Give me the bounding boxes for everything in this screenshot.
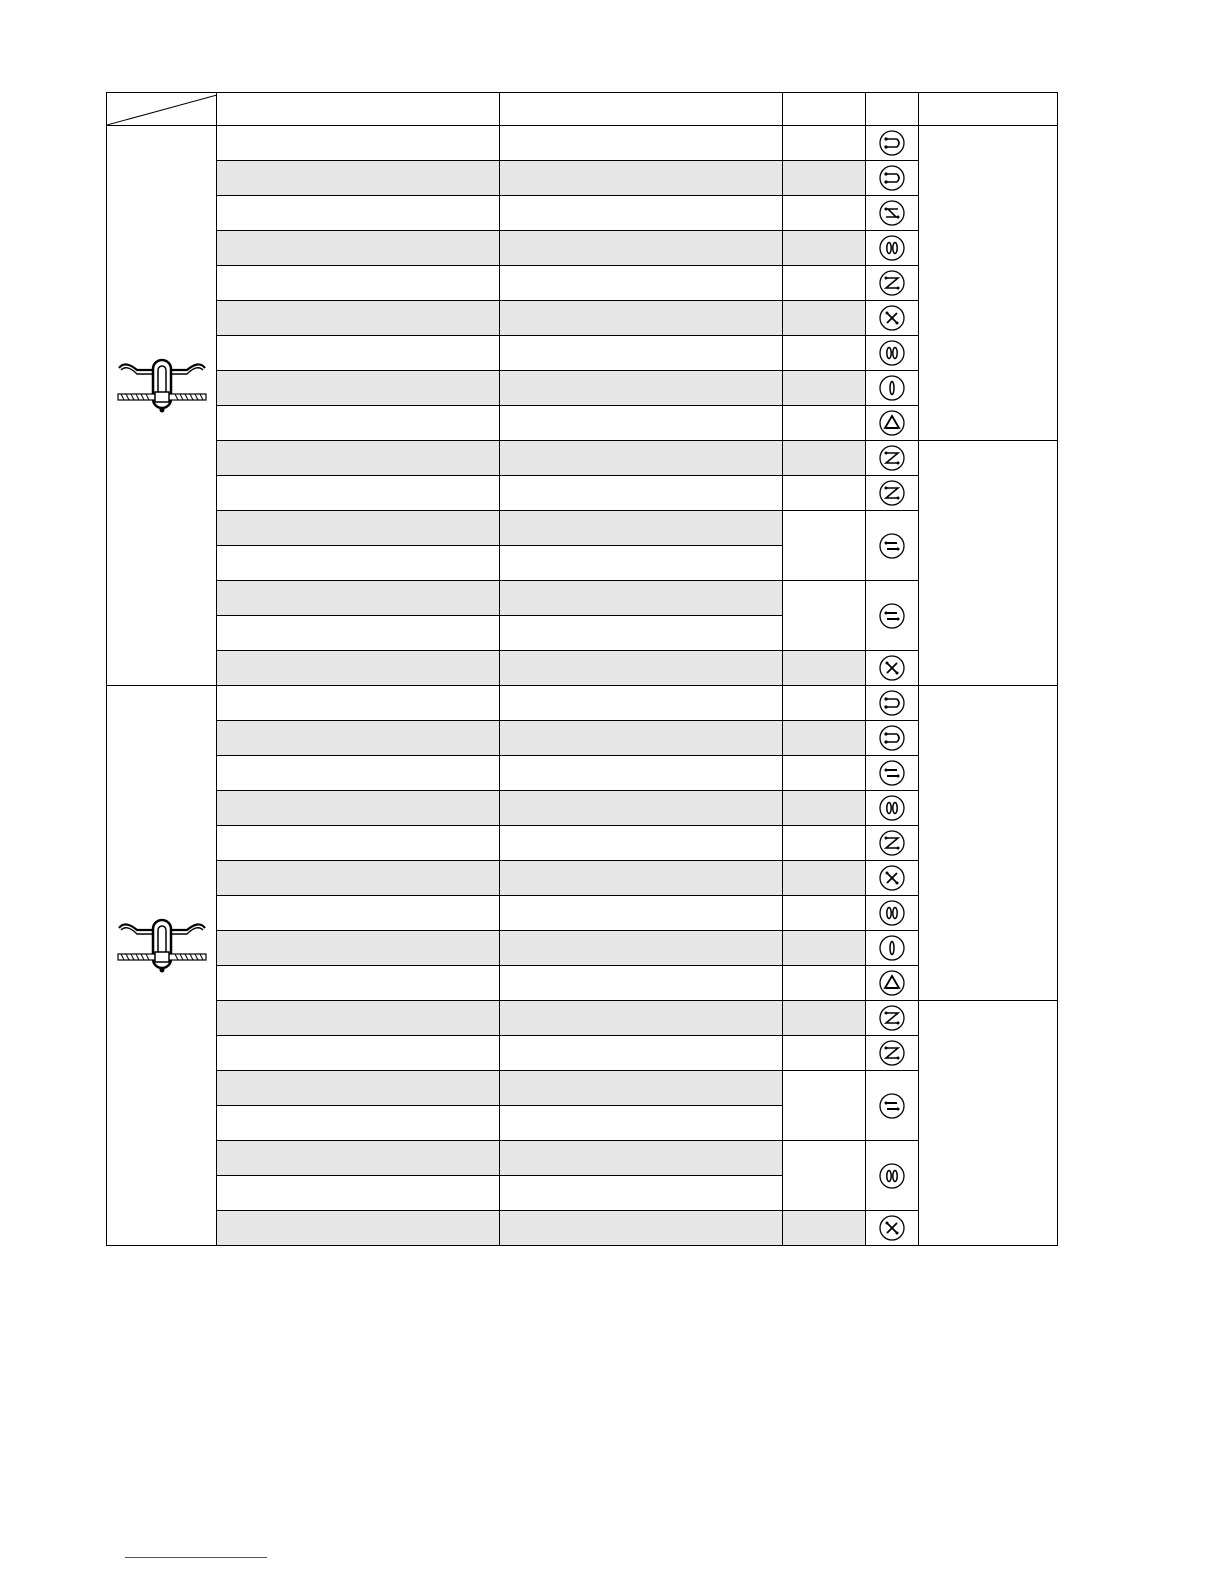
z-link-icon: [866, 830, 918, 856]
cell-col2: [500, 826, 783, 861]
cell-col2: [500, 1141, 783, 1176]
cell-col2: [500, 721, 783, 756]
parallel-link-icon: [866, 603, 918, 629]
single-link-icon: [866, 375, 918, 401]
table-row: [107, 1071, 1058, 1106]
x-link-icon: [866, 865, 918, 891]
icon-cell: [866, 581, 919, 651]
cell-col1: [217, 476, 500, 511]
cell-col3: [783, 371, 866, 406]
cell-col1: [217, 1211, 500, 1246]
cell-col3: [783, 1141, 866, 1211]
cell-col2: [500, 406, 783, 441]
table-row: [107, 301, 1058, 336]
table-row: [107, 196, 1058, 231]
cell-col3: [783, 266, 866, 301]
cell-col1: [217, 896, 500, 931]
icon-cell: [866, 371, 919, 406]
cell-col2: [500, 966, 783, 1001]
note-cell: [919, 126, 1058, 441]
table-row: [107, 266, 1058, 301]
icon-cell: [866, 511, 919, 581]
icon-cell: [866, 441, 919, 476]
figure-cell: [107, 686, 217, 1246]
cell-col1: [217, 1141, 500, 1176]
table-row: [107, 231, 1058, 266]
shackle-link-icon: [866, 165, 918, 191]
cell-col1: [217, 441, 500, 476]
cell-col1: [217, 616, 500, 651]
cell-col3: [783, 161, 866, 196]
icon-cell: [866, 1071, 919, 1141]
icon-cell: [866, 161, 919, 196]
clevis-eye-fitting-drawing: [117, 356, 207, 416]
parallel-link-icon: [866, 533, 918, 559]
cell-col3: [783, 721, 866, 756]
table-row: [107, 826, 1058, 861]
table-row: [107, 406, 1058, 441]
cell-col3: [783, 826, 866, 861]
table-row: [107, 931, 1058, 966]
cell-col1: [217, 161, 500, 196]
header-col-2: [500, 93, 783, 126]
cell-col2: [500, 546, 783, 581]
cell-col1: [217, 581, 500, 616]
table-row: [107, 126, 1058, 161]
double-eye-icon: [866, 340, 918, 366]
icon-cell: [866, 406, 919, 441]
cell-col2: [500, 756, 783, 791]
cell-col2: [500, 511, 783, 546]
icon-cell: [866, 266, 919, 301]
cell-col2: [500, 651, 783, 686]
cell-col1: [217, 301, 500, 336]
cell-col1: [217, 1106, 500, 1141]
icon-cell: [866, 756, 919, 791]
cell-col2: [500, 1106, 783, 1141]
cell-col2: [500, 371, 783, 406]
table-row: [107, 651, 1058, 686]
icon-cell: [866, 126, 919, 161]
table-row: [107, 1211, 1058, 1246]
icon-cell: [866, 651, 919, 686]
cell-col1: [217, 126, 500, 161]
cell-col3: [783, 126, 866, 161]
z-link-icon: [866, 1040, 918, 1066]
cell-col3: [783, 861, 866, 896]
x-link-icon: [866, 1215, 918, 1241]
cell-col1: [217, 1001, 500, 1036]
cell-col1: [217, 791, 500, 826]
icon-cell: [866, 231, 919, 266]
cell-col3: [783, 1071, 866, 1141]
header-col-note: [919, 93, 1058, 126]
double-eye-icon: [866, 795, 918, 821]
cell-col1: [217, 546, 500, 581]
double-eye-icon: [866, 900, 918, 926]
cell-col3: [783, 931, 866, 966]
cell-col2: [500, 161, 783, 196]
shackle-link-icon: [866, 130, 918, 156]
table-row: [107, 371, 1058, 406]
cell-col1: [217, 266, 500, 301]
icon-cell: [866, 1141, 919, 1211]
z-link-icon: [866, 1005, 918, 1031]
table-body: [107, 126, 1058, 1246]
icon-cell: [866, 721, 919, 756]
cell-col3: [783, 511, 866, 581]
cell-col1: [217, 1176, 500, 1211]
cell-col3: [783, 686, 866, 721]
cell-col3: [783, 1036, 866, 1071]
icon-cell: [866, 476, 919, 511]
cell-col2: [500, 931, 783, 966]
table-row: [107, 896, 1058, 931]
cell-col1: [217, 1071, 500, 1106]
table-row: [107, 861, 1058, 896]
cell-col2: [500, 861, 783, 896]
icon-cell: [866, 861, 919, 896]
cell-col3: [783, 406, 866, 441]
cell-col3: [783, 1001, 866, 1036]
cell-col2: [500, 616, 783, 651]
corner-diagonal-line: [107, 93, 217, 125]
cell-col1: [217, 861, 500, 896]
cell-col2: [500, 1211, 783, 1246]
footer-link-underline[interactable]: [125, 1557, 267, 1558]
cell-col3: [783, 896, 866, 931]
icon-cell: [866, 826, 919, 861]
cell-col1: [217, 721, 500, 756]
table-row: [107, 336, 1058, 371]
cell-col1: [217, 371, 500, 406]
table-row: [107, 966, 1058, 1001]
table-header-row: [107, 93, 1058, 126]
table-row: [107, 791, 1058, 826]
clevis-eye-fitting-drawing: [117, 916, 207, 976]
cell-col2: [500, 581, 783, 616]
cell-col3: [783, 966, 866, 1001]
icon-cell: [866, 931, 919, 966]
cell-col2: [500, 896, 783, 931]
cell-col3: [783, 581, 866, 651]
cell-col1: [217, 336, 500, 371]
note-cell: [919, 686, 1058, 1001]
z-link-icon: [866, 270, 918, 296]
cell-col3: [783, 231, 866, 266]
x-link-icon: [866, 305, 918, 331]
cell-col2: [500, 791, 783, 826]
cell-col2: [500, 1176, 783, 1211]
cell-col2: [500, 1036, 783, 1071]
shackle-link-icon: [866, 725, 918, 751]
cell-col1: [217, 406, 500, 441]
cell-col1: [217, 686, 500, 721]
icon-cell: [866, 686, 919, 721]
icon-cell: [866, 1036, 919, 1071]
cell-col1: [217, 966, 500, 1001]
shackle-link-icon: [866, 690, 918, 716]
cell-col1: [217, 931, 500, 966]
header-col-1: [217, 93, 500, 126]
icon-cell: [866, 336, 919, 371]
table-row: [107, 1001, 1058, 1036]
triangle-link-icon: [866, 410, 918, 436]
icon-cell: [866, 196, 919, 231]
cell-col3: [783, 651, 866, 686]
double-eye-icon: [866, 1163, 918, 1189]
cell-col2: [500, 476, 783, 511]
table-row: [107, 476, 1058, 511]
cell-col2: [500, 1071, 783, 1106]
table-row: [107, 756, 1058, 791]
fitting-table: [106, 92, 1058, 1246]
cell-col1: [217, 231, 500, 266]
cell-col2: [500, 1001, 783, 1036]
cell-col2: [500, 126, 783, 161]
note-cell: [919, 441, 1058, 686]
cell-col3: [783, 1211, 866, 1246]
icon-cell: [866, 966, 919, 1001]
note-cell: [919, 1001, 1058, 1246]
cell-col3: [783, 476, 866, 511]
cell-col2: [500, 301, 783, 336]
single-link-icon: [866, 935, 918, 961]
table-row: [107, 441, 1058, 476]
table-row: [107, 581, 1058, 616]
cell-col3: [783, 301, 866, 336]
cell-col1: [217, 511, 500, 546]
parallel-link-icon: [866, 760, 918, 786]
header-corner-cell: [107, 93, 217, 126]
icon-cell: [866, 301, 919, 336]
cell-col2: [500, 441, 783, 476]
cell-col1: [217, 651, 500, 686]
triangle-link-icon: [866, 970, 918, 996]
cell-col2: [500, 266, 783, 301]
icon-cell: [866, 1211, 919, 1246]
table-row: [107, 511, 1058, 546]
cell-col1: [217, 756, 500, 791]
table-row: [107, 1036, 1058, 1071]
figure-cell: [107, 126, 217, 686]
parallel-link-icon: [866, 1093, 918, 1119]
z-link-icon: [866, 445, 918, 471]
cell-col2: [500, 196, 783, 231]
header-col-3: [783, 93, 866, 126]
header-col-icon: [866, 93, 919, 126]
x-link-icon: [866, 655, 918, 681]
table-row: [107, 1141, 1058, 1176]
z-link-icon: [866, 480, 918, 506]
icon-cell: [866, 896, 919, 931]
double-eye-icon: [866, 235, 918, 261]
cell-col3: [783, 336, 866, 371]
cell-col3: [783, 441, 866, 476]
cell-col1: [217, 196, 500, 231]
cell-col3: [783, 791, 866, 826]
cell-col2: [500, 686, 783, 721]
cell-col3: [783, 756, 866, 791]
table-row: [107, 161, 1058, 196]
cell-col2: [500, 336, 783, 371]
cell-col1: [217, 1036, 500, 1071]
cell-col1: [217, 826, 500, 861]
table-row: [107, 686, 1058, 721]
cell-col3: [783, 196, 866, 231]
icon-cell: [866, 791, 919, 826]
cross-link-icon: [866, 200, 918, 226]
cell-col2: [500, 231, 783, 266]
table-row: [107, 721, 1058, 756]
icon-cell: [866, 1001, 919, 1036]
